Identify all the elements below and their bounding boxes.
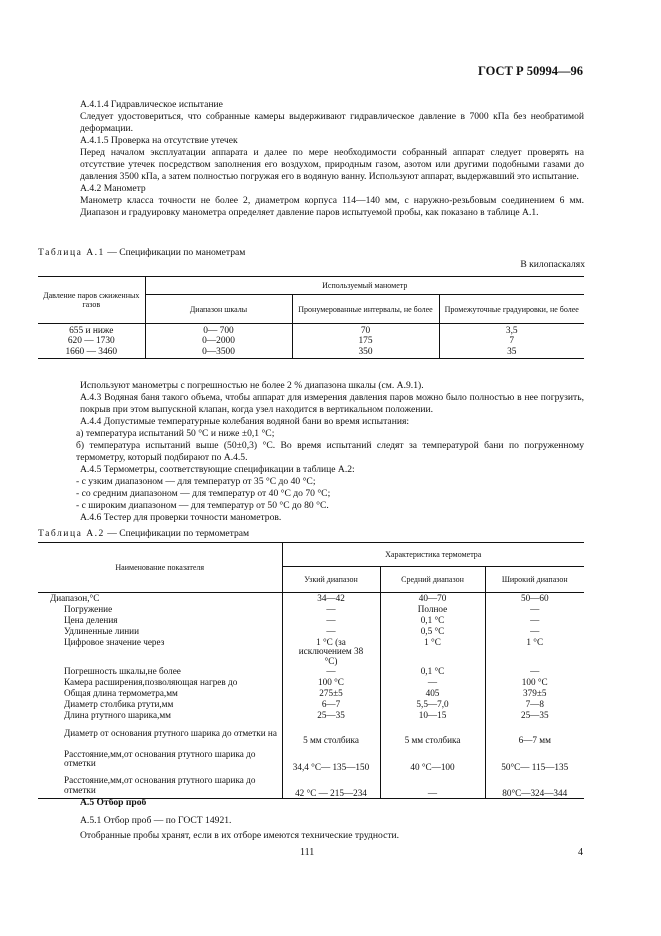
- para-4-5: А.4.5 Термометры, соответствующие спецификации в таблице А.2:: [80, 464, 355, 475]
- cell-name: Удлиненные линии: [38, 627, 282, 638]
- middle-block: [76, 380, 584, 524]
- cell-range: 0—3500: [145, 347, 292, 359]
- page-number-right: 4: [578, 847, 583, 858]
- table-row: [38, 678, 584, 689]
- table-a1-caption-prefix: Таблица А.1: [38, 247, 105, 258]
- table-row: [38, 627, 584, 638]
- cell-grad: 7: [509, 335, 515, 346]
- cell-name: Расстояние,мм,от основания ртутного шарика до отметки: [38, 746, 282, 773]
- table-a1-col1-header: Давление паров сжиженных газов: [38, 277, 145, 324]
- cell-narrow: 34—42: [282, 593, 380, 605]
- cell-wide: 25—35: [520, 710, 549, 721]
- cell-medium: Полное: [380, 605, 485, 616]
- cell-medium: 0,1 °С: [380, 667, 485, 678]
- cell-medium: 405: [380, 689, 485, 700]
- table-a2-col1-header: Наименование показателя: [38, 543, 282, 593]
- table-a2-col3-header: Средний диапазон: [380, 567, 485, 593]
- para-4-3: А.4.3 Водяная баня такого объема, чтобы аппарат для измерения давления паров можно было полностью в нее погрузить, покрыв при этом выпускной клапан, когда узел находится в вертикальном положении.: [80, 392, 584, 415]
- cell-wide: 50°С— 115—135: [501, 762, 569, 773]
- cell-intervals: 70: [292, 324, 439, 337]
- para-4-4-a: а) температура испытаний 50 °С и ниже ±0,1 °С;: [76, 428, 275, 439]
- table-a1-caption-text: — Спецификации по манометрам: [104, 247, 246, 258]
- cell-range: 0— 700: [145, 324, 292, 337]
- cell-wide: 50—60: [520, 592, 549, 603]
- table-a2-caption-text: — Спецификации по термометрам: [104, 528, 250, 539]
- cell-grad: 35: [439, 347, 584, 359]
- table-row: [38, 667, 584, 678]
- para-hydraulic-text: Следует удостовериться, что собранные камеры выдерживают гидравлическое давление в 7000 кПа без необратимой деформации.: [80, 111, 584, 134]
- para-4-4-b: б) температура испытаний выше (50±0,3) °С. Во время испытаний следят за температурой бани по погруженному термометру, который подбирают по А.4.5.: [76, 440, 584, 463]
- cell-wide: 379±5: [523, 688, 547, 699]
- para-4-1-4: А.4.1.4 Гидравлическое испытание: [80, 99, 223, 110]
- cell-name: Погружение: [38, 605, 282, 616]
- cell-medium: 40—70: [380, 593, 485, 605]
- table-row: [38, 746, 584, 773]
- cell-narrow: 275±5: [282, 689, 380, 700]
- cell-wide: —: [530, 604, 540, 615]
- table-a1-col4-header: Промежуточные градуировки, не более: [439, 295, 584, 324]
- table-row: [38, 722, 584, 746]
- table-row: [38, 593, 584, 605]
- cell-wide: 100 °С: [521, 677, 548, 688]
- cell-name: Диаметр столбика ртути,мм: [38, 700, 282, 711]
- cell-medium: —: [380, 678, 485, 689]
- para-leak-text: Перед началом эксплуатации аппарата и далее по мере необходимости собранный аппарат следует проверять на отсутствие утечек посредством заполнения его воздухом, природным газом, азотом или другими подобными газами до давления 3500 кПа, а затем полностью погружая его в водяную ванну. Используют аппарат, выдержавший это испытание.: [80, 147, 584, 182]
- cell-wide: —: [530, 626, 540, 637]
- table-a1-col3-header: Пронумерованные интервалы, не более: [292, 295, 439, 324]
- cell-narrow: 42 °С — 215—234: [282, 773, 380, 799]
- para-4-4: А.4.4 Допустимые температурные колебания водяной бани во время испытания:: [80, 416, 410, 427]
- cell-medium: 40 °С—100: [380, 746, 485, 773]
- cell-name: Общая длина термометра,мм: [38, 689, 282, 700]
- para-medium-range: - со средним диапазоном — для температур от 40 °С до 70 °С;: [76, 488, 331, 499]
- table-row: [38, 689, 584, 700]
- table-a2-col2-header: Узкий диапазон: [282, 567, 380, 593]
- table-a2-caption-prefix: Таблица А.2: [38, 528, 105, 539]
- table-row: [38, 638, 584, 667]
- cell-wide: —: [530, 666, 540, 677]
- cell-medium: 1 °С: [380, 638, 485, 667]
- table-row: [38, 324, 584, 337]
- cell-medium: 0,1 °С: [380, 616, 485, 627]
- section-title: А.5 Отбор проб: [80, 797, 147, 808]
- table-row: [38, 337, 584, 347]
- cell-narrow: —: [282, 605, 380, 616]
- cell-narrow: 6—7: [282, 700, 380, 711]
- para-wide-range: - с широким диапазоном — для температур от 50 °С до 80 °С.: [76, 500, 329, 511]
- cell-narrow: 100 °С: [282, 678, 380, 689]
- table-a1-units: В килопаскалях: [520, 259, 585, 270]
- cell-name: Цифровое значение через: [38, 638, 282, 667]
- cell-medium: 5,5—7,0: [380, 700, 485, 711]
- section-block: [80, 815, 584, 842]
- para-narrow-range: - с узким диапазоном — для температур от 35 °С до 40 °С;: [76, 476, 316, 487]
- cell-narrow: 1 °С (за исключением 38 °С): [282, 638, 380, 667]
- cell-medium: 10—15: [380, 711, 485, 722]
- cell-narrow: 34,4 °С— 135—150: [282, 746, 380, 773]
- cell-narrow: 5 мм столбика: [282, 722, 380, 746]
- cell-narrow: —: [282, 667, 380, 678]
- para-4-2: А.4.2 Манометр: [80, 183, 146, 194]
- cell-grad: 3,5: [505, 326, 518, 336]
- cell-range: 0—2000: [145, 337, 292, 347]
- cell-wide: —: [530, 615, 540, 626]
- para-5-1-note: Отобранные пробы хранят, если в их отборе имеются технические трудности.: [80, 830, 400, 841]
- table-a2-caption: [38, 528, 249, 539]
- para-manometer-accuracy: Используют манометры с погрешностью не более 2 % диапазона шкалы (см. А.9.1).: [80, 380, 424, 391]
- para-4-6: А.4.6 Тестер для проверки точности манометров.: [80, 512, 282, 523]
- table-row: [38, 700, 584, 711]
- cell-narrow: 25—35: [282, 711, 380, 722]
- table-a1-caption: [38, 247, 245, 258]
- table-a1: [38, 276, 584, 359]
- cell-name: Погрешность шкалы,не более: [38, 667, 282, 678]
- cell-name: Диаметр от основания ртутного шарика до отметки на: [38, 722, 282, 746]
- table-row: [38, 616, 584, 627]
- table-row: [38, 773, 584, 799]
- table-a1-col2-header: Диапазон шкалы: [145, 295, 292, 324]
- table-a2-group-header: Характеристика термометра: [282, 543, 584, 567]
- para-5-1: А.5.1 Отбор проб — по ГОСТ 14921.: [80, 815, 232, 826]
- cell-pressure: 1660 — 3460: [38, 347, 145, 359]
- intro-block: [80, 99, 584, 219]
- table-row: [38, 347, 584, 359]
- cell-pressure: 655 и ниже: [38, 324, 145, 337]
- cell-pressure: 620 — 1730: [38, 337, 145, 347]
- doc-code-header: ГОСТ Р 50994—96: [477, 64, 583, 78]
- table-row: [38, 605, 584, 616]
- table-row: [38, 711, 584, 722]
- cell-narrow: —: [282, 616, 380, 627]
- cell-intervals: 350: [292, 347, 439, 359]
- table-a2: [38, 542, 584, 799]
- para-4-1-5: А.4.1.5 Проверка на отсутствие утечек: [80, 135, 238, 146]
- cell-medium: 0,5 °С: [380, 627, 485, 638]
- cell-name: Расстояние,мм,от основания ртутного шарика до отметки: [38, 773, 282, 799]
- cell-wide: 7—8: [525, 699, 544, 710]
- cell-name: Диапазон,°С: [38, 593, 282, 605]
- cell-name: Камера расширения,позволяющая нагрев до: [38, 678, 282, 689]
- cell-wide: 1 °С: [526, 636, 544, 647]
- table-a2-col4-header: Широкий диапазон: [485, 567, 584, 593]
- cell-wide: 6—7 мм: [518, 735, 551, 746]
- cell-wide: 80°С—324—344: [485, 773, 584, 799]
- para-manometer-text: Манометр класса точности не более 2, диаметром корпуса 114—140 мм, с наружно-резьбовым соединением 6 мм. Диапазон и градуировку манометра определяет давление паров испытуемой пробы, как показано в таблице А.1.: [80, 195, 584, 218]
- cell-name: Длина ртутного шарика,мм: [38, 711, 282, 722]
- cell-narrow: —: [282, 627, 380, 638]
- cell-name: Цена деления: [38, 616, 282, 627]
- cell-intervals: 175: [292, 337, 439, 347]
- cell-medium: —: [380, 773, 485, 799]
- table-a1-group-header: Используемый манометр: [145, 277, 584, 295]
- page-number-center: 111: [300, 847, 315, 858]
- cell-medium: 5 мм столбика: [380, 722, 485, 746]
